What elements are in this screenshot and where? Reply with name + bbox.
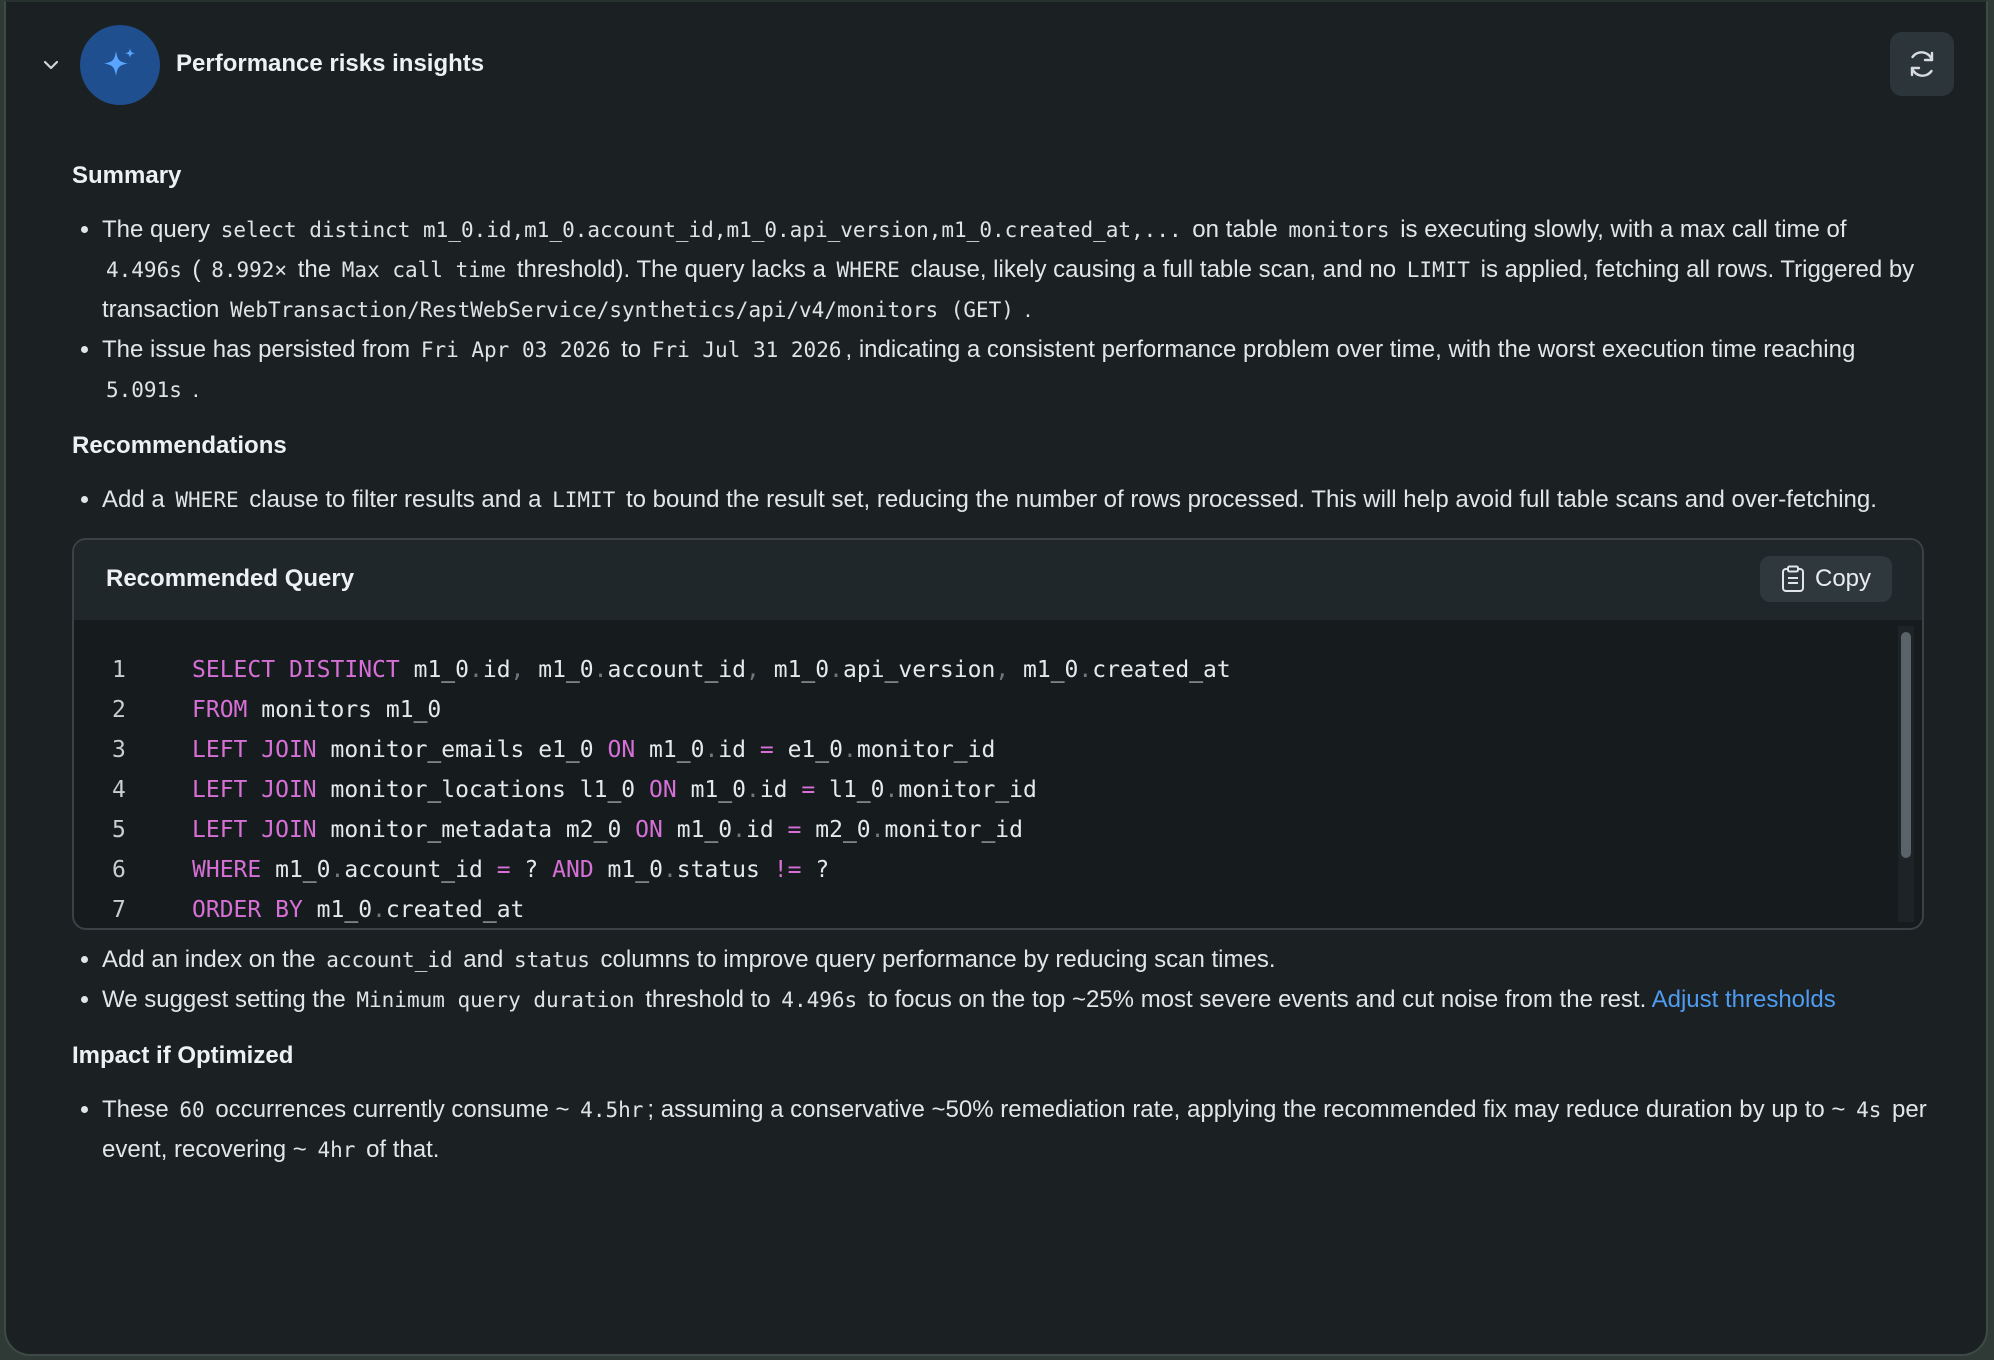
code-text: SELECT DISTINCT m1_0.id, m1_0.account_id, m1_0.api_version, m1_0.created_at <box>192 657 1231 683</box>
code-text: LEFT JOIN monitor_metadata m2_0 ON m1_0.id = m2_0.monitor_id <box>192 817 1023 843</box>
code-line <box>74 730 1922 770</box>
code-text: LEFT JOIN monitor_emails e1_0 ON m1_0.id = e1_0.monitor_id <box>192 737 996 763</box>
scrollbar-thumb[interactable] <box>1901 632 1911 858</box>
list-item: • The issue has persisted from Fri Apr 03 2026 to Fri Jul 31 2026 , indicating a consistent performance problem over time, with the worst execution time reaching 5.091s . <box>102 330 1932 410</box>
line-number: 6 <box>112 857 126 883</box>
line-number: 5 <box>112 817 126 843</box>
code-text: WHERE m1_0.account_id = ? AND m1_0.status != ? <box>192 857 830 883</box>
copy-label: Copy <box>1814 565 1872 592</box>
code-lines[interactable] <box>74 620 1922 928</box>
code-block-title: Recommended Query <box>106 565 355 592</box>
clipboard-icon <box>1781 565 1805 593</box>
code-line <box>74 650 1922 690</box>
recommendations-list <box>72 480 1932 520</box>
recommendations-heading: Recommendations <box>72 432 287 459</box>
code-text: ORDER BY m1_0.created_at <box>192 897 525 923</box>
sparkle-icon <box>80 25 160 105</box>
recommendations-list-continued <box>72 940 1932 1020</box>
code-line <box>74 770 1922 810</box>
code-block-header <box>74 540 1922 620</box>
code-text: LEFT JOIN monitor_locations l1_0 ON m1_0.id = l1_0.monitor_id <box>192 777 1037 803</box>
copy-button[interactable] <box>1760 556 1892 602</box>
code-line <box>74 690 1922 730</box>
impact-list <box>72 1090 1932 1170</box>
summary-heading: Summary <box>72 162 182 189</box>
code-scrollbar[interactable] <box>1898 626 1914 922</box>
panel-header <box>6 2 1986 126</box>
line-number: 3 <box>112 737 126 763</box>
chevron-down-icon[interactable] <box>40 54 62 76</box>
line-number: 1 <box>112 657 126 683</box>
list-item: • Add an index on the account_id and status columns to improve query performance by reducing scan times. <box>102 940 1932 980</box>
insights-content <box>72 162 1932 1170</box>
line-number: 7 <box>112 897 126 923</box>
list-item: • Add a WHERE clause to filter results and a LIMIT to bound the result set, reducing the number of rows processed. This will help avoid full table scans and over-fetching. <box>102 480 1932 520</box>
list-item: • The query select distinct m1_0.id,m1_0.account_id,m1_0.api_version,m1_0.created_at,... on table monitors is executing slowly, with a max call time of 4.496s ( 8.992× the Max call time threshold). The query lacks a WHERE clause, likely causing a full table scan, and no LIMIT is applied, fetching all rows. Triggered by transaction WebTransaction/RestWebService/synthetics/api/v4/monitors (GET) . <box>102 210 1932 330</box>
code-line <box>74 890 1922 930</box>
refresh-icon <box>1905 47 1939 81</box>
insights-panel <box>4 0 1988 1356</box>
recommended-query-block <box>72 538 1924 930</box>
impact-heading: Impact if Optimized <box>72 1042 294 1069</box>
code-text: FROM monitors m1_0 <box>192 697 442 723</box>
list-item: • We suggest setting the Minimum query duration threshold to 4.496s to focus on the top ~25% most severe events and cut noise from the rest. Adjust thresholds <box>102 980 1932 1020</box>
code-line <box>74 850 1922 890</box>
line-number: 2 <box>112 697 126 723</box>
refresh-button[interactable] <box>1890 32 1954 96</box>
panel-title: Performance risks insights <box>176 50 485 77</box>
list-item: • These 60 occurrences currently consume ~ 4.5hr ; assuming a conservative ~50% remediation rate, applying the recommended fix may reduce duration by up to ~ 4s per event, recovering ~ 4hr of that. <box>102 1090 1932 1170</box>
code-line <box>74 810 1922 850</box>
summary-list <box>72 210 1932 410</box>
line-number: 4 <box>112 777 126 803</box>
adjust-thresholds-link[interactable]: Adjust thresholds <box>1651 986 1836 1013</box>
